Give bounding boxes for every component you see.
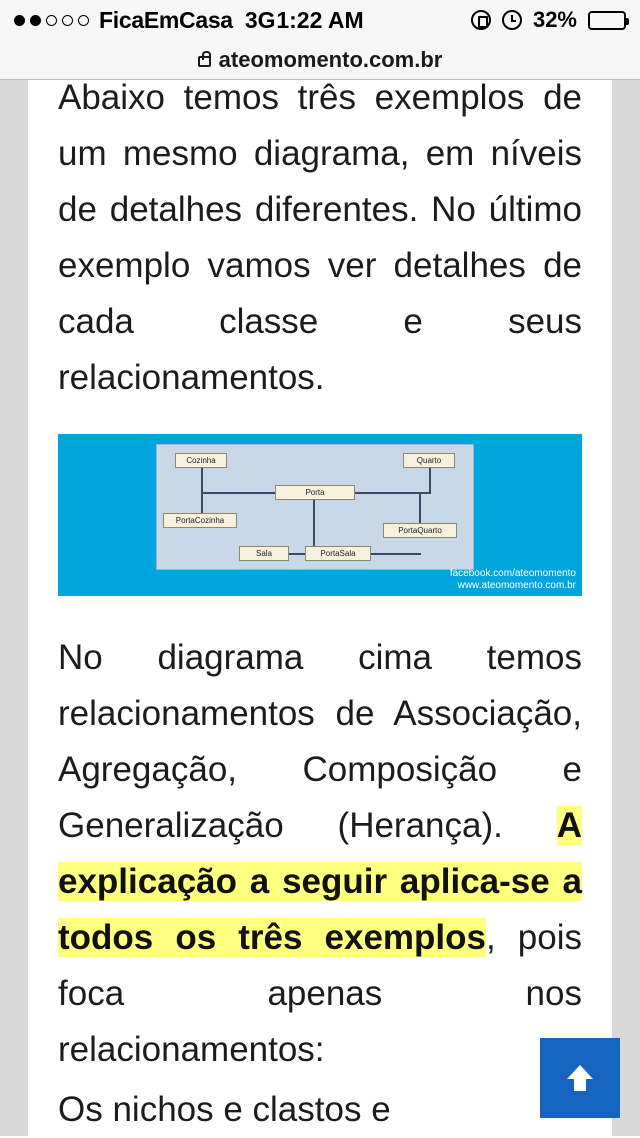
network-type-label: 3G [244, 6, 276, 33]
paragraph-next-partial: Os nichos e clastos e [58, 1090, 391, 1129]
diagram-line [429, 468, 431, 494]
paragraph-relationships-part-1: No diagrama cima temos relacionamentos de Associação, Agregação, Composição e Generalização (Herança). [58, 638, 582, 845]
diagram-line [201, 468, 203, 494]
signal-dot-3 [46, 15, 57, 26]
diagram-node-sala: Sala [239, 546, 289, 561]
diagram-node-porta: Porta [275, 485, 355, 500]
status-bar-clock: 1:22 AM [276, 6, 364, 33]
uml-diagram-figure[interactable] [58, 434, 582, 596]
diagram-node-portacozinha: PortaCozinha [163, 513, 237, 528]
paragraph-relationships-part-2: , pois foca apenas nos relacionamentos: [58, 918, 583, 1069]
arrow-up-icon [560, 1058, 600, 1098]
lock-icon [198, 56, 211, 67]
figure-credit-line-1: facebook.com/ateomomento [449, 568, 576, 579]
diagram-node-portaquarto: PortaQuarto [383, 523, 457, 538]
paragraph-relationships-highlight: A explicação a seguir aplica-se a todos os três exemplos [58, 806, 582, 957]
scroll-to-top-button[interactable] [540, 1038, 620, 1118]
status-bar [0, 0, 640, 40]
signal-dot-5 [78, 15, 89, 26]
signal-strength-indicator [14, 15, 89, 26]
uml-diagram-canvas [156, 444, 474, 570]
battery-percent-label: 32% [532, 7, 577, 32]
url-label: ateomomento.com.br [218, 46, 443, 72]
paragraph-intro: Abaixo temos três exemplos de um mesmo diagrama, em níveis de detalhes diferentes. No último exemplo vamos ver detalhes de cada classe e seus relacionamentos. [58, 78, 582, 397]
diagram-line [369, 553, 421, 555]
alarm-clock-icon [502, 10, 522, 30]
carrier-label: FicaEmCasa [99, 6, 233, 33]
battery-icon [588, 11, 626, 30]
figure-credit-line-2: www.ateomomento.com.br [457, 580, 576, 591]
signal-dot-4 [62, 15, 73, 26]
diagram-node-cozinha: Cozinha [175, 453, 227, 468]
diagram-node-quarto: Quarto [403, 453, 455, 468]
diagram-line [201, 494, 203, 513]
diagram-node-portasala: PortaSala [305, 546, 371, 561]
diagram-line [419, 494, 421, 523]
paragraph-relationships [28, 630, 612, 1078]
rotation-lock-icon [471, 10, 491, 30]
diagram-line [201, 492, 277, 494]
web-page-viewport[interactable] [0, 80, 640, 1136]
article-container [28, 80, 612, 1136]
figure-credit [450, 568, 576, 592]
signal-dot-2 [30, 15, 41, 26]
diagram-line [313, 500, 315, 546]
signal-dot-1 [14, 15, 25, 26]
